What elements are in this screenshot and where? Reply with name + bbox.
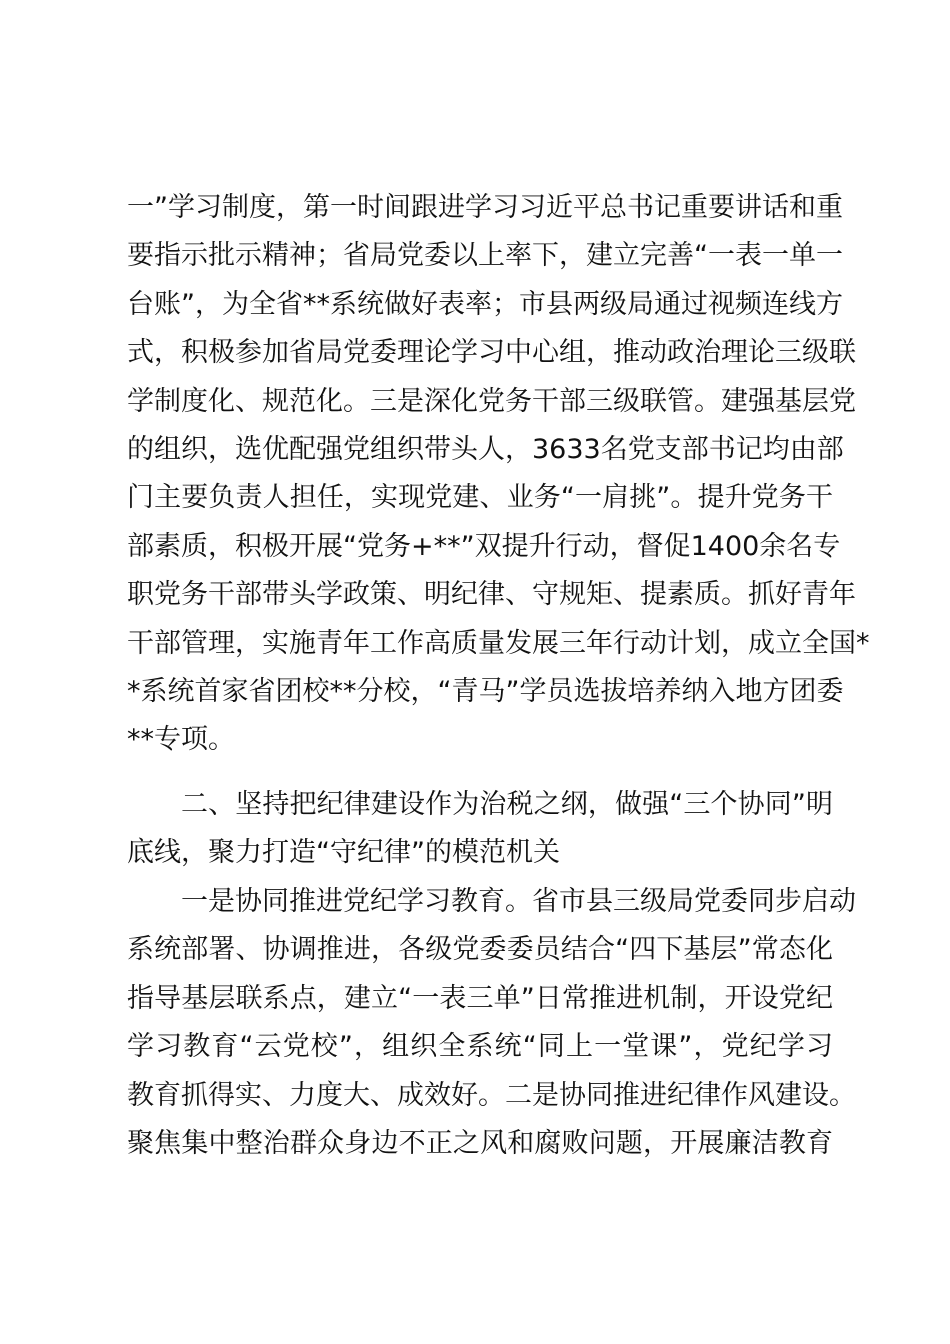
text-line: 一”学习制度，第一时间跟进学习习近平总书记重要讲话和重 [127, 192, 843, 223]
section-heading [127, 781, 833, 878]
text-line: *系统首家省团校**分校，“青马”学员选拔培养纳入地方团委 [127, 675, 844, 707]
text-line: 的组织，选优配强党组织带头人，3633名党支部书记均由部 [127, 433, 844, 465]
text-line: **专项。 [127, 724, 235, 756]
text-line: 干部管理，实施青年工作高质量发展三年行动计划，成立全国* [127, 627, 870, 659]
text-line: 部素质，积极开展“党务+**”双提升行动，督促1400余名专 [127, 530, 841, 562]
text-line: 学制度化、规范化。三是深化党务干部三级联管。建强基层党 [127, 385, 856, 417]
text-line: 聚焦集中整治群众身边不正之风和腐败问题，开展廉洁教育 [127, 1127, 833, 1159]
text-line: 台账”，为全省**系统做好表率；市县两级局通过视频连线方 [127, 288, 843, 320]
text-line: 职党务干部带头学政策、明纪律、守规矩、提素质。抓好青年 [127, 579, 856, 611]
heading-line: 二、坚持把纪律建设作为治税之纲，做强“三个协同”明 [181, 789, 833, 820]
heading-line: 底线，聚力打造“守纪律”的模范机关 [127, 837, 560, 869]
text-line: 系统部署、协调推进，各级党委委员结合“四下基层”常态化 [127, 934, 833, 966]
text-line: 门主要负责人担任，实现党建、业务“一肩挑”。提升党务干 [127, 482, 833, 514]
paragraph-continued [127, 184, 870, 765]
text-line: 学习教育“云党校”，组织全系统“同上一堂课”，党纪学习 [127, 1031, 833, 1063]
text-line: 要指示批示精神；省局党委以上率下，建立完善“一表一单一 [127, 240, 843, 272]
paragraph-next [127, 878, 856, 1168]
text-line: 教育抓得实、力度大、成效好。二是协同推进纪律作风建设。 [127, 1079, 856, 1111]
text-line: 指导基层联系点，建立“一表三单”日常推进机制，开设党纪 [127, 982, 833, 1014]
text-line: 一是协同推进党纪学习教育。省市县三级局党委同步启动 [181, 886, 856, 917]
text-line: 式，积极参加省局党委理论学习中心组，推动政治理论三级联 [127, 337, 856, 369]
